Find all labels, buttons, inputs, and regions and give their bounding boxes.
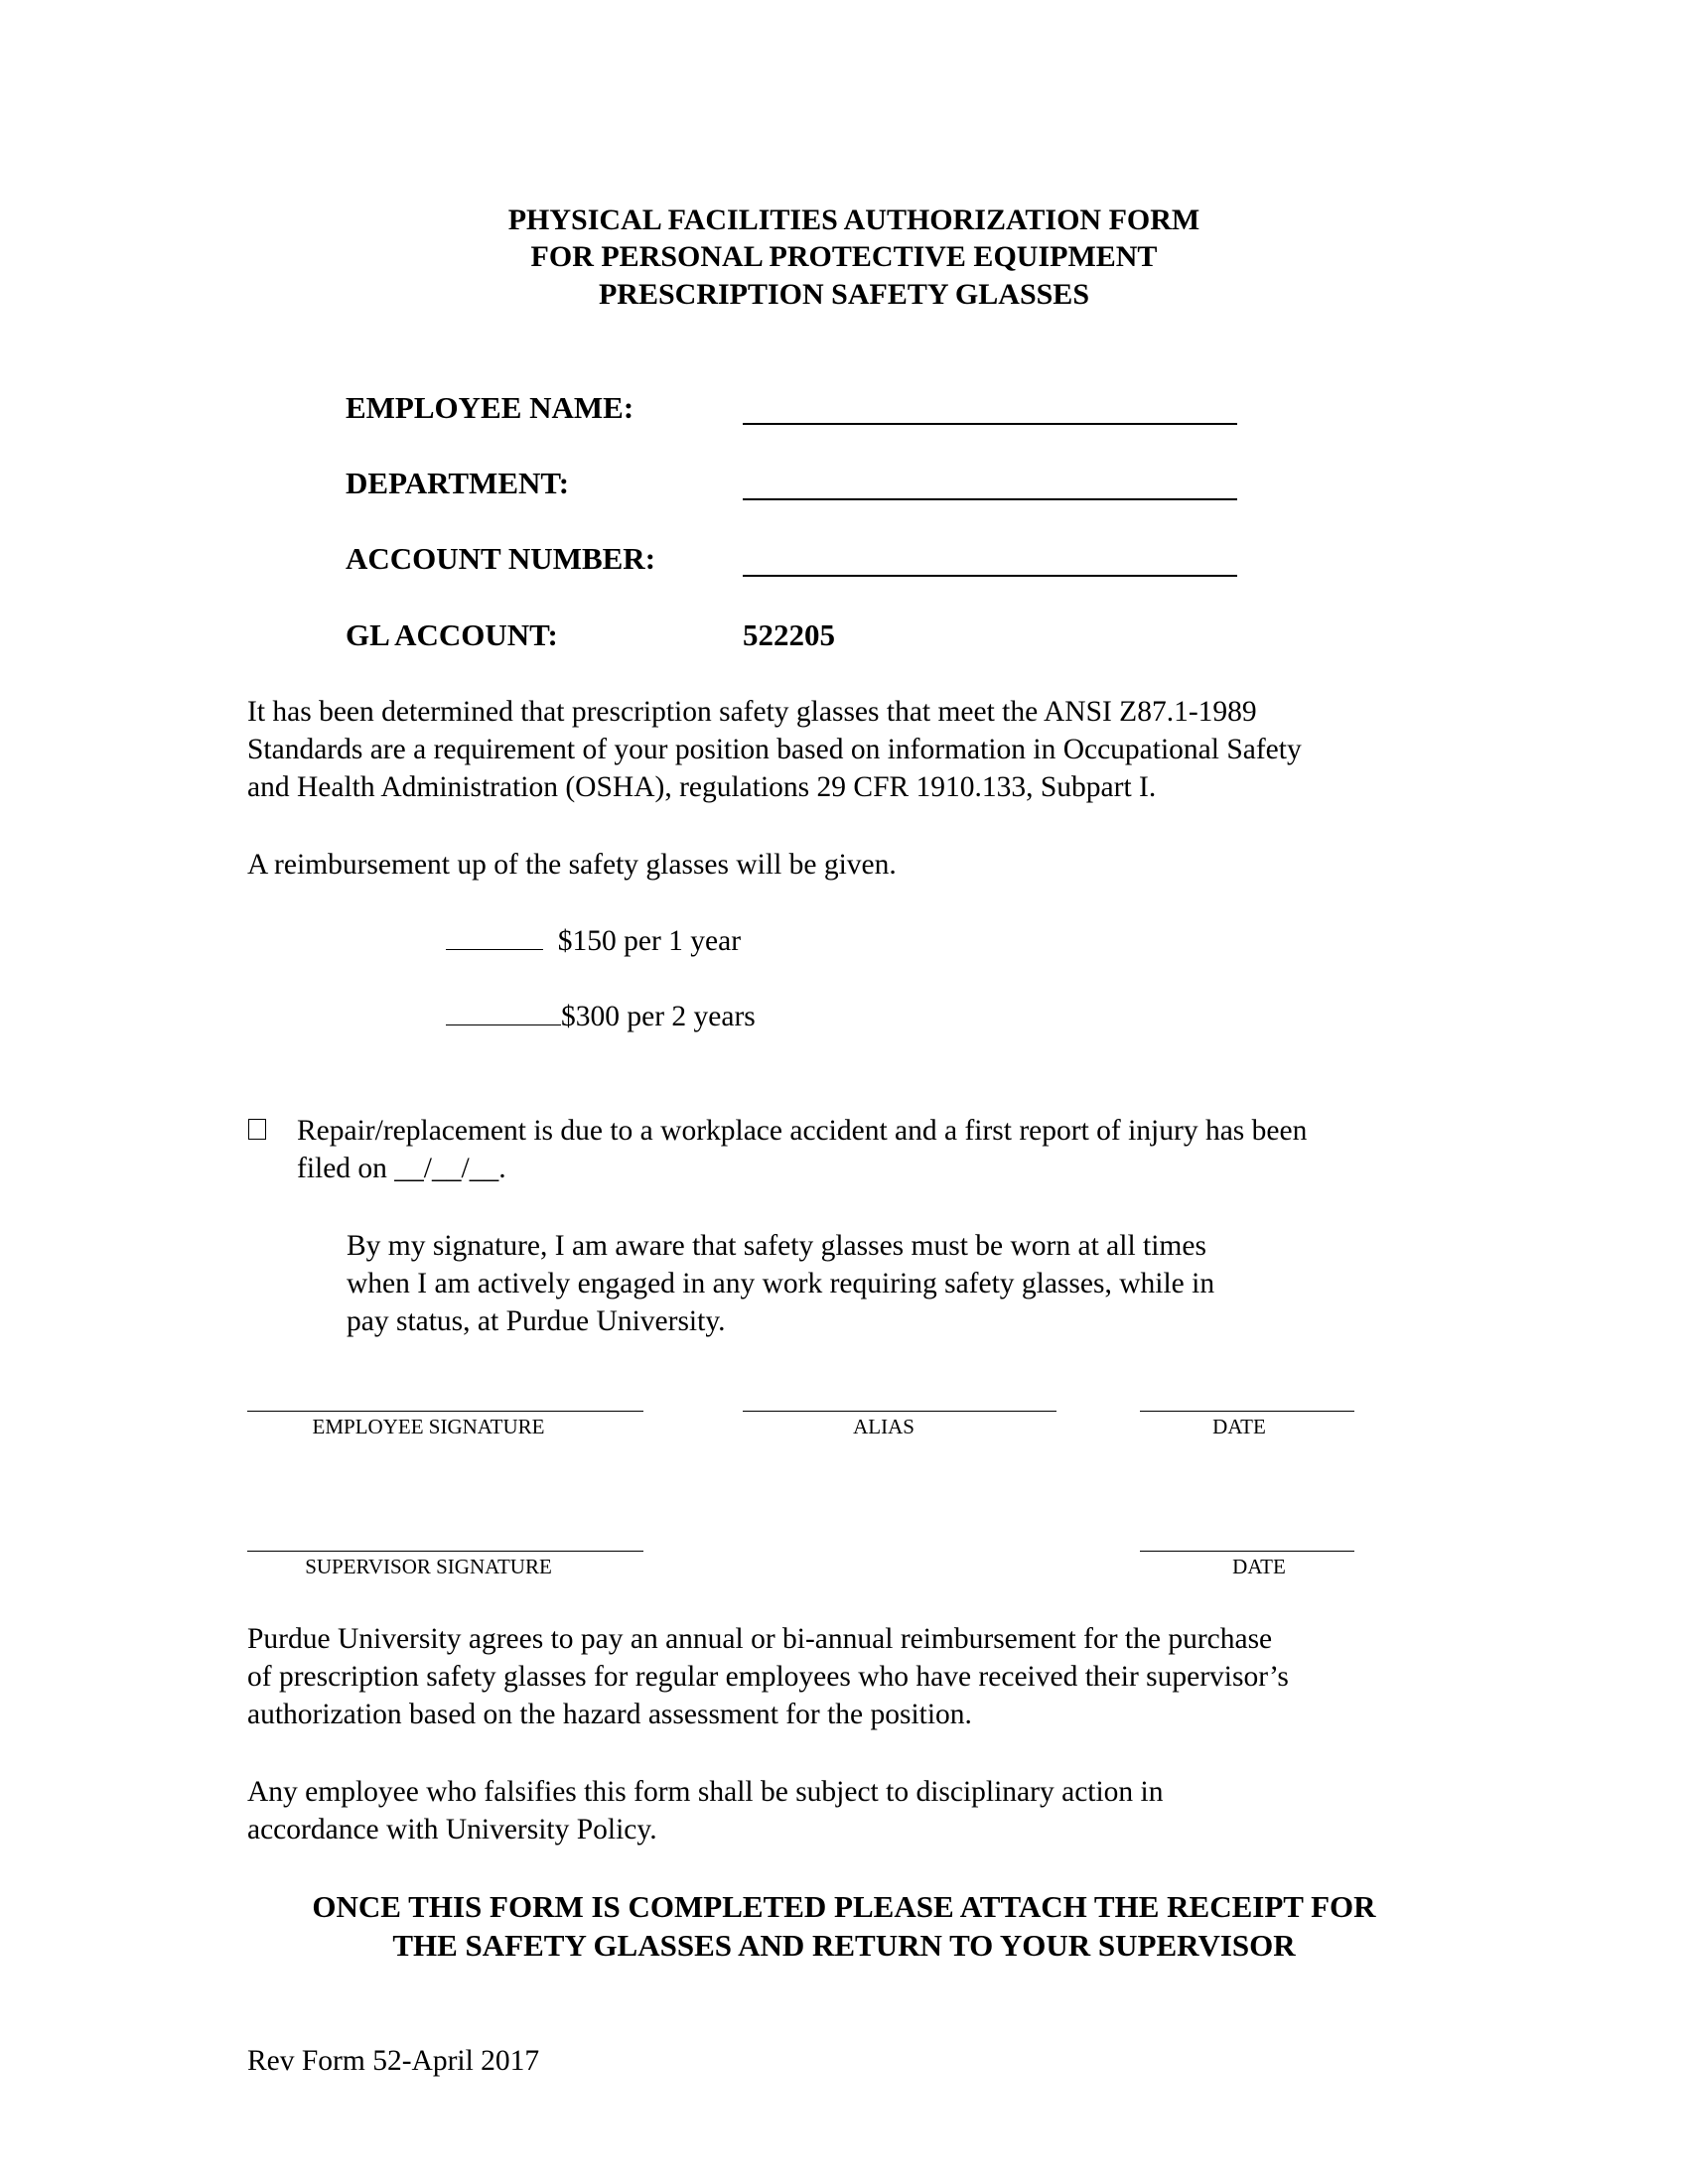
acknowledgement-line-3: pay status, at Purdue University. (347, 1305, 726, 1337)
department-label: DEPARTMENT: (346, 466, 570, 500)
policy-paragraph (247, 1620, 1469, 1733)
alias-label: ALIAS (853, 1415, 914, 1438)
alias-line[interactable] (743, 1411, 1056, 1412)
reimbursement-option-1 (446, 922, 741, 960)
accident-line-2: filed on __/__/__. (297, 1153, 506, 1184)
policy-line-3: authorization based on the hazard assessment for the position. (247, 1699, 972, 1730)
department-field[interactable] (743, 498, 1237, 500)
intro-line-2: Standards are a requirement of your position based on information in Occupational Safety (247, 734, 1302, 765)
employee-date-line[interactable] (1140, 1411, 1354, 1412)
gl-account-value: 522205 (743, 617, 835, 652)
employee-signature-label: EMPLOYEE SIGNATURE (312, 1415, 545, 1438)
option-2-label: $300 per 2 years (561, 1001, 756, 1032)
acknowledgement-line-2: when I am actively engaged in any work requiring safety glasses, while in (347, 1268, 1215, 1299)
option-2-blank[interactable] (446, 999, 561, 1025)
discipline-line-2: accordance with University Policy. (247, 1814, 657, 1845)
form-title-line-1: PHYSICAL FACILITIES AUTHORIZATION FORM (507, 204, 1200, 236)
employee-date-label: DATE (1212, 1415, 1266, 1438)
notice-line-1: ONCE THIS FORM IS COMPLETED PLEASE ATTACH THE RECEIPT FOR (312, 1889, 1376, 1924)
supervisor-date-line[interactable] (1140, 1551, 1354, 1552)
notice-line-2: THE SAFETY GLASSES AND RETURN TO YOUR SUPERVISOR (392, 1928, 1296, 1963)
accident-line-1: Repair/replacement is due to a workplace accident and a first report of injury has been (297, 1115, 1308, 1147)
supervisor-date-label: DATE (1232, 1555, 1286, 1578)
account-number-label: ACCOUNT NUMBER: (346, 541, 656, 576)
supervisor-signature-label: SUPERVISOR SIGNATURE (305, 1555, 552, 1578)
form-revision: Rev Form 52-April 2017 (247, 2045, 540, 2077)
form-title-line-3: PRESCRIPTION SAFETY GLASSES (598, 278, 1090, 311)
gl-account-label: GL ACCOUNT: (346, 617, 558, 652)
accident-statement (297, 1112, 1518, 1187)
reimbursement-statement: A reimbursement up of the safety glasses will be given. (247, 849, 897, 881)
reimbursement-option-2 (446, 998, 756, 1035)
discipline-paragraph (247, 1773, 1469, 1848)
form-title-line-2: FOR PERSONAL PROTECTIVE EQUIPMENT (530, 240, 1158, 273)
account-number-field[interactable] (743, 575, 1237, 577)
accident-checkbox[interactable] (248, 1119, 266, 1140)
option-1-label: $150 per 1 year (557, 925, 742, 957)
policy-line-2: of prescription safety glasses for regular employees who have received their supervisor’s (247, 1661, 1289, 1693)
acknowledgement-paragraph (347, 1227, 1568, 1340)
supervisor-signature-line[interactable] (247, 1551, 643, 1552)
intro-line-1: It has been determined that prescription safety glasses that meet the ANSI Z87.1-1989 (247, 696, 1257, 728)
acknowledgement-line-1: By my signature, I am aware that safety glasses must be worn at all times (347, 1230, 1206, 1262)
intro-line-3: and Health Administration (OSHA), regulations 29 CFR 1910.133, Subpart I. (247, 771, 1157, 803)
discipline-line-1: Any employee who falsifies this form shall be subject to disciplinary action in (247, 1776, 1164, 1808)
employee-signature-line[interactable] (247, 1411, 643, 1412)
intro-paragraph (247, 693, 1469, 806)
policy-line-1: Purdue University agrees to pay an annual or bi-annual reimbursement for the purchase (247, 1623, 1273, 1655)
employee-name-field[interactable] (743, 423, 1237, 425)
option-1-blank[interactable] (446, 923, 543, 950)
employee-name-label: EMPLOYEE NAME: (346, 390, 634, 425)
